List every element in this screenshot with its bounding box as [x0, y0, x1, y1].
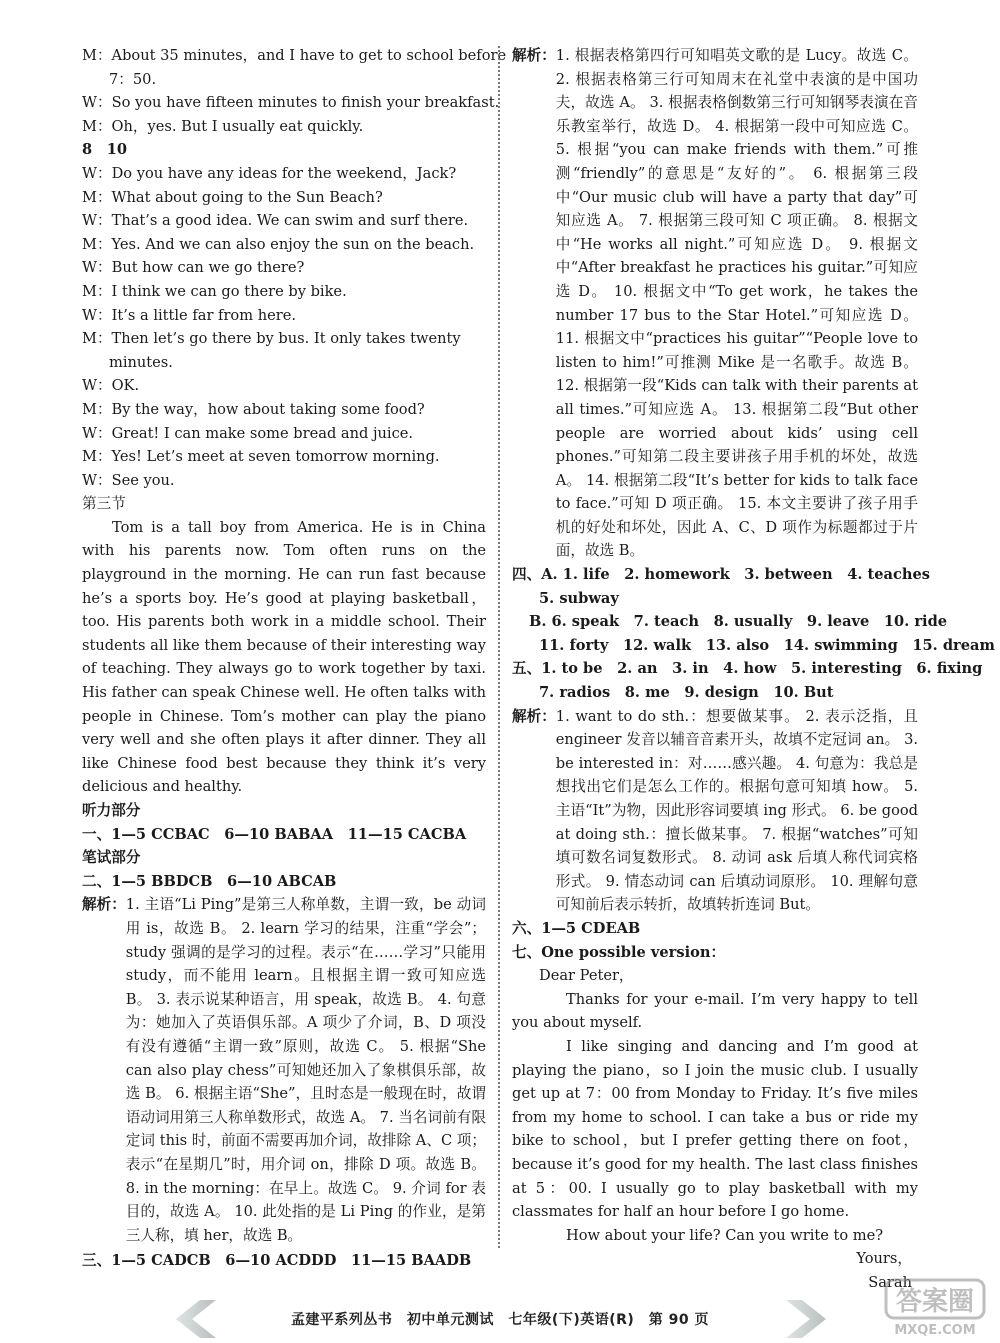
footer-text: 孟建平系列丛书 初中单元测试 七年级(下)英语(R) 第 90 页 [290, 1312, 710, 1328]
analysis-label: 解析： [82, 896, 126, 914]
page-footer [0, 1300, 1000, 1338]
dialogue-line: 7：50. [109, 70, 157, 88]
letter-signature: Sarah [868, 1273, 912, 1291]
writing-heading: 笔试部分 [82, 849, 141, 867]
letter-paragraph: I like singing and dancing and I’m good at playing the piano，so I join the music club. I usually get up at 7：00 from Monday to Friday. It’s five miles from my home to school. I can take a bus or ride my bike to school，but I prefer getting there on foot，because it’s good for my health. The last class finishes at 5：00. I usually go to play basketball with my classmates for half an hour before I go home. [512, 1037, 918, 1221]
section-heading-8-10: 8 10 [82, 141, 128, 159]
dialogue-line: W：So you have fifteen minutes to finish your breakfast. [82, 94, 500, 112]
dialogue-line: M：Yes. And we can also enjoy the sun on the beach. [82, 235, 475, 253]
listening-heading: 听力部分 [82, 802, 141, 819]
dialogue-line: M：What about going to the Sun Beach? [82, 188, 383, 206]
watermark-title: 答案圈 [895, 1287, 975, 1317]
section-4-part-b-cont: 11. forty 12. walk 13. also 14. swimming 15. dream [539, 636, 995, 654]
section-5-answers: 五、1. to be 2. an 3. in 4. how 5. interesting 6. fixing [512, 660, 983, 678]
watermark-url: MXQE.COM [894, 1323, 976, 1338]
analysis-label: 解析： [512, 707, 556, 725]
right-column [512, 44, 995, 1294]
dialogue-line: M：I think we can go there by bike. [82, 282, 347, 300]
dialogue-line: M：By the way，how about taking some food? [82, 400, 425, 418]
chevron-left-icon [176, 1300, 216, 1338]
analysis-text: 1. 主语“Li Ping”是第三人称单数，主谓一致，be 动词用 is，故选 B。 2. learn 学习的结果，注重“学会”；study 强调的是学习的过程。表示“在……学习”只能用 study，而不能用 learn。且根据主谓一致可知应选 B。 3. 表示说某种语言，用 speak，故选 B。 4. 句意为：她加入了英语俱乐部。A 项少了介词，B、D 项没有没有遵循“主谓一致”原则，故选 C。 5. 根据“She can also play chess”可知她还加入了象棋俱乐部，故选 B。 6. 根据主语“She”，且时态是一般现在时，故谓语动词用第三人称单数形式，故选 A。 7. 当名词前有限定词 this 时，前面不需要再加介词，故排除 A、C 项；表示“在星期几”时，用介词 on，排除 D 项。故选 B。 8. in the morning：在早上。故选 C。 9. 介词 for 表目的，故选 A。 10. 此处指的是 Li Ping 的作业，是第三人称，填 her，故选 B。 [125, 896, 486, 1244]
analysis-text: 1. 根据表格第四行可知唱英文歌的是 Lucy。故选 C。 2. 根据表格第三行可知周末在礼堂中表演的是中国功夫，故选 A。 3. 根据表格倒数第三行可知钢琴表演在音乐教室举行，故选 D。 4. 根据第一段中可知应选 C。 5. 根据“you can make friends with them.”可推测“friendly”的意思是“友好的”。 6. 根据第三段中“Our music club will have a party that day”可知应选 A。 7. 根据第三段可知 C 项正确。 8. 根据文中“He works all night.”可知应选 D。 9. 根据文中“After breakfast he practices his guitar.”可知应选 D。 10. 根据文中“To get work，he takes the number 17 bus to the Star Hotel.”可知应选 D。 11. 根据文中“practices his guitar”“People love to listen to him!”可推测 Mike 是一名歌手。故选 B。 12. 根据第一段“Kids can talk with their parents at all times.”可知应选 A。 13. 根据第二段“But other people are worried about kids’ using cell phones.”可知第二段主要讲孩子用手机的坏处，故选 A。 14. 根据第二段“It’s better for kids to talk face to face.”可知 D 项正确。 15. 本文主要讲了孩子用手机的好处和坏处，因此 A、C、D 项作为标题都过于片面，故选 B。 [555, 47, 918, 560]
letter-paragraph: How about your life? Can you write to me? [566, 1226, 884, 1244]
section-4-part-a-cont: 5. subway [539, 589, 619, 607]
letter-greeting: Dear Peter， [539, 967, 634, 985]
column-divider [498, 46, 500, 1248]
analysis-section-3 [512, 44, 918, 563]
answers-section-3: 三、1—5 CADCB 6—10 ACDDD 11—15 BAADB [82, 1252, 472, 1270]
analysis-section-2 [82, 893, 486, 1247]
dialogue-line: M：About 35 minutes，and I have to get to school before [82, 47, 507, 64]
dialogue-line: M：Then let’s go there by bus. It only takes twenty [82, 330, 461, 348]
section-4-part-a: 四、A. 1. life 2. homework 3. between 4. teaches [512, 566, 930, 584]
dialogue-line: minutes. [109, 353, 173, 371]
section-5-answers-cont: 7. radios 8. me 9. design 10. But [539, 684, 834, 702]
analysis-label: 解析： [512, 47, 556, 64]
dialogue-line: W：That’s a good idea. We can swim and surf there. [82, 212, 469, 230]
dialogue-line: W：OK. [82, 377, 140, 395]
analysis-section-5 [512, 705, 918, 917]
analysis-text: 1. want to do sth.：想要做某事。 2. 表示泛指，且 engineer 发音以辅音音素开头，故填不定冠词 an。 3. be interested in：对……感兴趣。 4. 句意为：我总是想找出它们是怎么工作的。根据句意可知填 how。 5. 主语“It”为物，因此形容词要填 ing 形式。 6. be good at doing sth.：擅长做某事。 7. 根据“watches”可知填可数名词复数形式。 8. 动词 ask 后填人称代词宾格形式。 9. 情态动词 can 后填动词原形。 10. 理解句意可知前后表示转折，故填转折连词 But。 [555, 707, 918, 914]
dialogue-line: W：Do you have any ideas for the weekend，Jack? [82, 164, 457, 182]
letter-closing: Yours， [856, 1250, 912, 1268]
dialogue-line: W：Great! I can make some bread and juice. [82, 424, 414, 442]
letter-paragraph: Thanks for your e-mail. I’m very happy to tell you about myself. [512, 990, 918, 1032]
left-column [82, 44, 507, 1273]
section-3-title: 第三节 [82, 495, 126, 513]
dialogue-line: W：It’s a little far from here. [82, 306, 296, 324]
answers-section-1: 一、1—5 CCBAC 6—10 BABAA 11—15 CACBA [82, 825, 467, 843]
dialogue-line: M：Yes! Let’s meet at seven tomorrow morning. [82, 448, 440, 466]
section-7-heading: 七、One possible version： [512, 943, 726, 961]
dialogue-line: W：See you. [82, 471, 175, 489]
answers-section-2: 二、1—5 BBDCB 6—10 ABCAB [82, 872, 337, 890]
section-6-answers: 六、1—5 CDEAB [512, 919, 641, 937]
section-4-part-b: B. 6. speak 7. teach 8. usually 9. leave 10. ride [529, 613, 948, 631]
listening-passage: Tom is a tall boy from America. He is in China with his parents now. Tom often runs on the playground in the morning. He can run fast because he’s a sports boy. He’s good at playing basketball，too. His parents both work in a middle school. Their students all like them because of their interesting way of teaching. They always go to work together by taxi. His father can speak Chinese well. He often talks with people in Chinese. Tom’s mother can play the piano very well and she often plays it after dinner. They all like Chinese food best because they think it’s very delicious and healthy. [82, 518, 486, 796]
chevron-right-icon [786, 1300, 826, 1338]
dialogue-line: M：Oh，yes. But I usually eat quickly. [82, 117, 364, 135]
dialogue-line: W：But how can we go there? [82, 259, 305, 277]
watermark-logo [882, 1278, 988, 1338]
